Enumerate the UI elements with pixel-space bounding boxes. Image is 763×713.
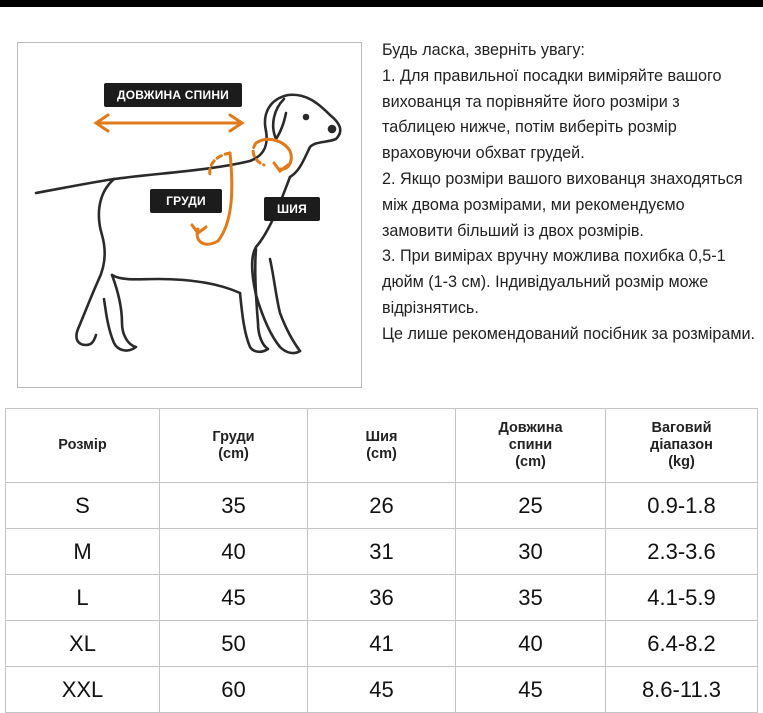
cell-size: L xyxy=(6,575,160,621)
cell-neck: 26 xyxy=(308,483,456,529)
cell-chest: 45 xyxy=(160,575,308,621)
cell-weight: 0.9-1.8 xyxy=(606,483,758,529)
instruction-step-1: 1. Для правильної посадки виміряйте вашого вихованця та порівняйте його розміри з таблицею нижче, потім виберіть розмір враховуючи обхват грудей. xyxy=(382,66,722,163)
instruction-note: Це лише рекомендований посібник за розмірами. xyxy=(382,324,756,343)
cell-size: XL xyxy=(6,621,160,667)
top-bar xyxy=(0,0,763,7)
sizing-instructions xyxy=(382,38,757,348)
cell-weight: 2.3-3.6 xyxy=(606,529,758,575)
size-chart-table xyxy=(5,408,758,713)
header-size: Розмір xyxy=(6,409,160,483)
cell-chest: 35 xyxy=(160,483,308,529)
cell-chest: 50 xyxy=(160,621,308,667)
cell-size: S xyxy=(6,483,160,529)
dog-measurement-figure xyxy=(17,42,362,388)
cell-back-length: 45 xyxy=(456,667,606,713)
cell-back-length: 35 xyxy=(456,575,606,621)
cell-neck: 36 xyxy=(308,575,456,621)
cell-weight: 6.4-8.2 xyxy=(606,621,758,667)
table-row xyxy=(6,575,758,621)
cell-neck: 31 xyxy=(308,529,456,575)
table-row xyxy=(6,667,758,713)
header-chest: Груди (cm) xyxy=(160,409,308,483)
cell-weight: 4.1-5.9 xyxy=(606,575,758,621)
cell-chest: 60 xyxy=(160,667,308,713)
table-header-row xyxy=(6,409,758,483)
table-row xyxy=(6,483,758,529)
header-neck: Шия (cm) xyxy=(308,409,456,483)
cell-neck: 45 xyxy=(308,667,456,713)
back-length-label: ДОВЖИНА СПИНИ xyxy=(104,83,242,107)
instruction-step-2: 2. Якщо розміри вашого вихованця знаходяться між двома розмірами, ми рекомендуємо замовити більший із двох розмірів. xyxy=(382,169,743,240)
cell-weight: 8.6-11.3 xyxy=(606,667,758,713)
cell-size: XXL xyxy=(6,667,160,713)
header-weight-range: Ваговий діапазон (kg) xyxy=(606,409,758,483)
cell-back-length: 25 xyxy=(456,483,606,529)
cell-back-length: 30 xyxy=(456,529,606,575)
header-back-length: Довжина спини (cm) xyxy=(456,409,606,483)
chest-label: ГРУДИ xyxy=(150,189,222,213)
cell-size: M xyxy=(6,529,160,575)
cell-neck: 41 xyxy=(308,621,456,667)
cell-back-length: 40 xyxy=(456,621,606,667)
neck-label: ШИЯ xyxy=(264,197,320,221)
table-row xyxy=(6,529,758,575)
cell-chest: 40 xyxy=(160,529,308,575)
instruction-step-3: 3. При вимірах вручну можлива похибка 0,5-1 дюйм (1-3 см). Індивідуальний розмір може відрізнятись. xyxy=(382,247,726,317)
instructions-heading: Будь ласка, зверніть увагу: xyxy=(382,41,585,59)
table-row xyxy=(6,621,758,667)
